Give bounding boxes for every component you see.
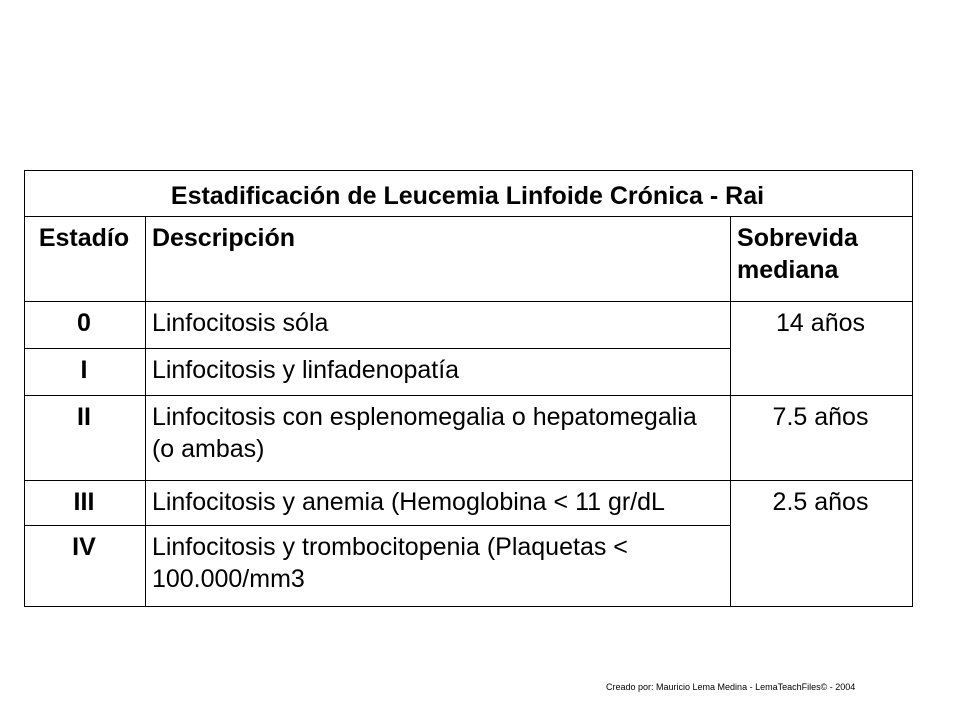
table-row — [25, 481, 913, 526]
table-title-row — [25, 171, 913, 217]
description-cell: Linfocitosis con esplenomegalia o hepatomegalia (o ambas) — [145, 396, 730, 481]
description-cell: Linfocitosis y trombocitopenia (Plaquetas < 100.000/mm3 — [145, 526, 730, 607]
table-title: Estadificación de Leucemia Linfoide Crónica - Rai — [25, 171, 913, 217]
stage-cell: II — [25, 396, 146, 481]
description-cell: Linfocitosis y linfadenopatía — [145, 349, 730, 396]
table-header-row — [25, 217, 913, 302]
survival-cell: 7.5 años — [731, 396, 913, 481]
footer-credit: Creado por: Mauricio Lema Medina - LemaTeachFiles© - 2004 — [606, 682, 856, 692]
header-stage: Estadío — [25, 217, 146, 302]
table-row — [25, 396, 913, 481]
stage-cell: III — [25, 481, 146, 526]
description-cell: Linfocitosis sóla — [145, 302, 730, 349]
stage-cell: I — [25, 349, 146, 396]
survival-cell: 2.5 años — [731, 481, 913, 607]
header-survival: Sobrevida mediana — [731, 217, 913, 302]
header-description: Descripción — [145, 217, 730, 302]
survival-cell: 14 años — [731, 302, 913, 396]
stage-cell: IV — [25, 526, 146, 607]
table-row — [25, 302, 913, 349]
stage-cell: 0 — [25, 302, 146, 349]
description-cell: Linfocitosis y anemia (Hemoglobina < 11 gr/dL — [145, 481, 730, 526]
rai-staging-table — [24, 170, 913, 607]
